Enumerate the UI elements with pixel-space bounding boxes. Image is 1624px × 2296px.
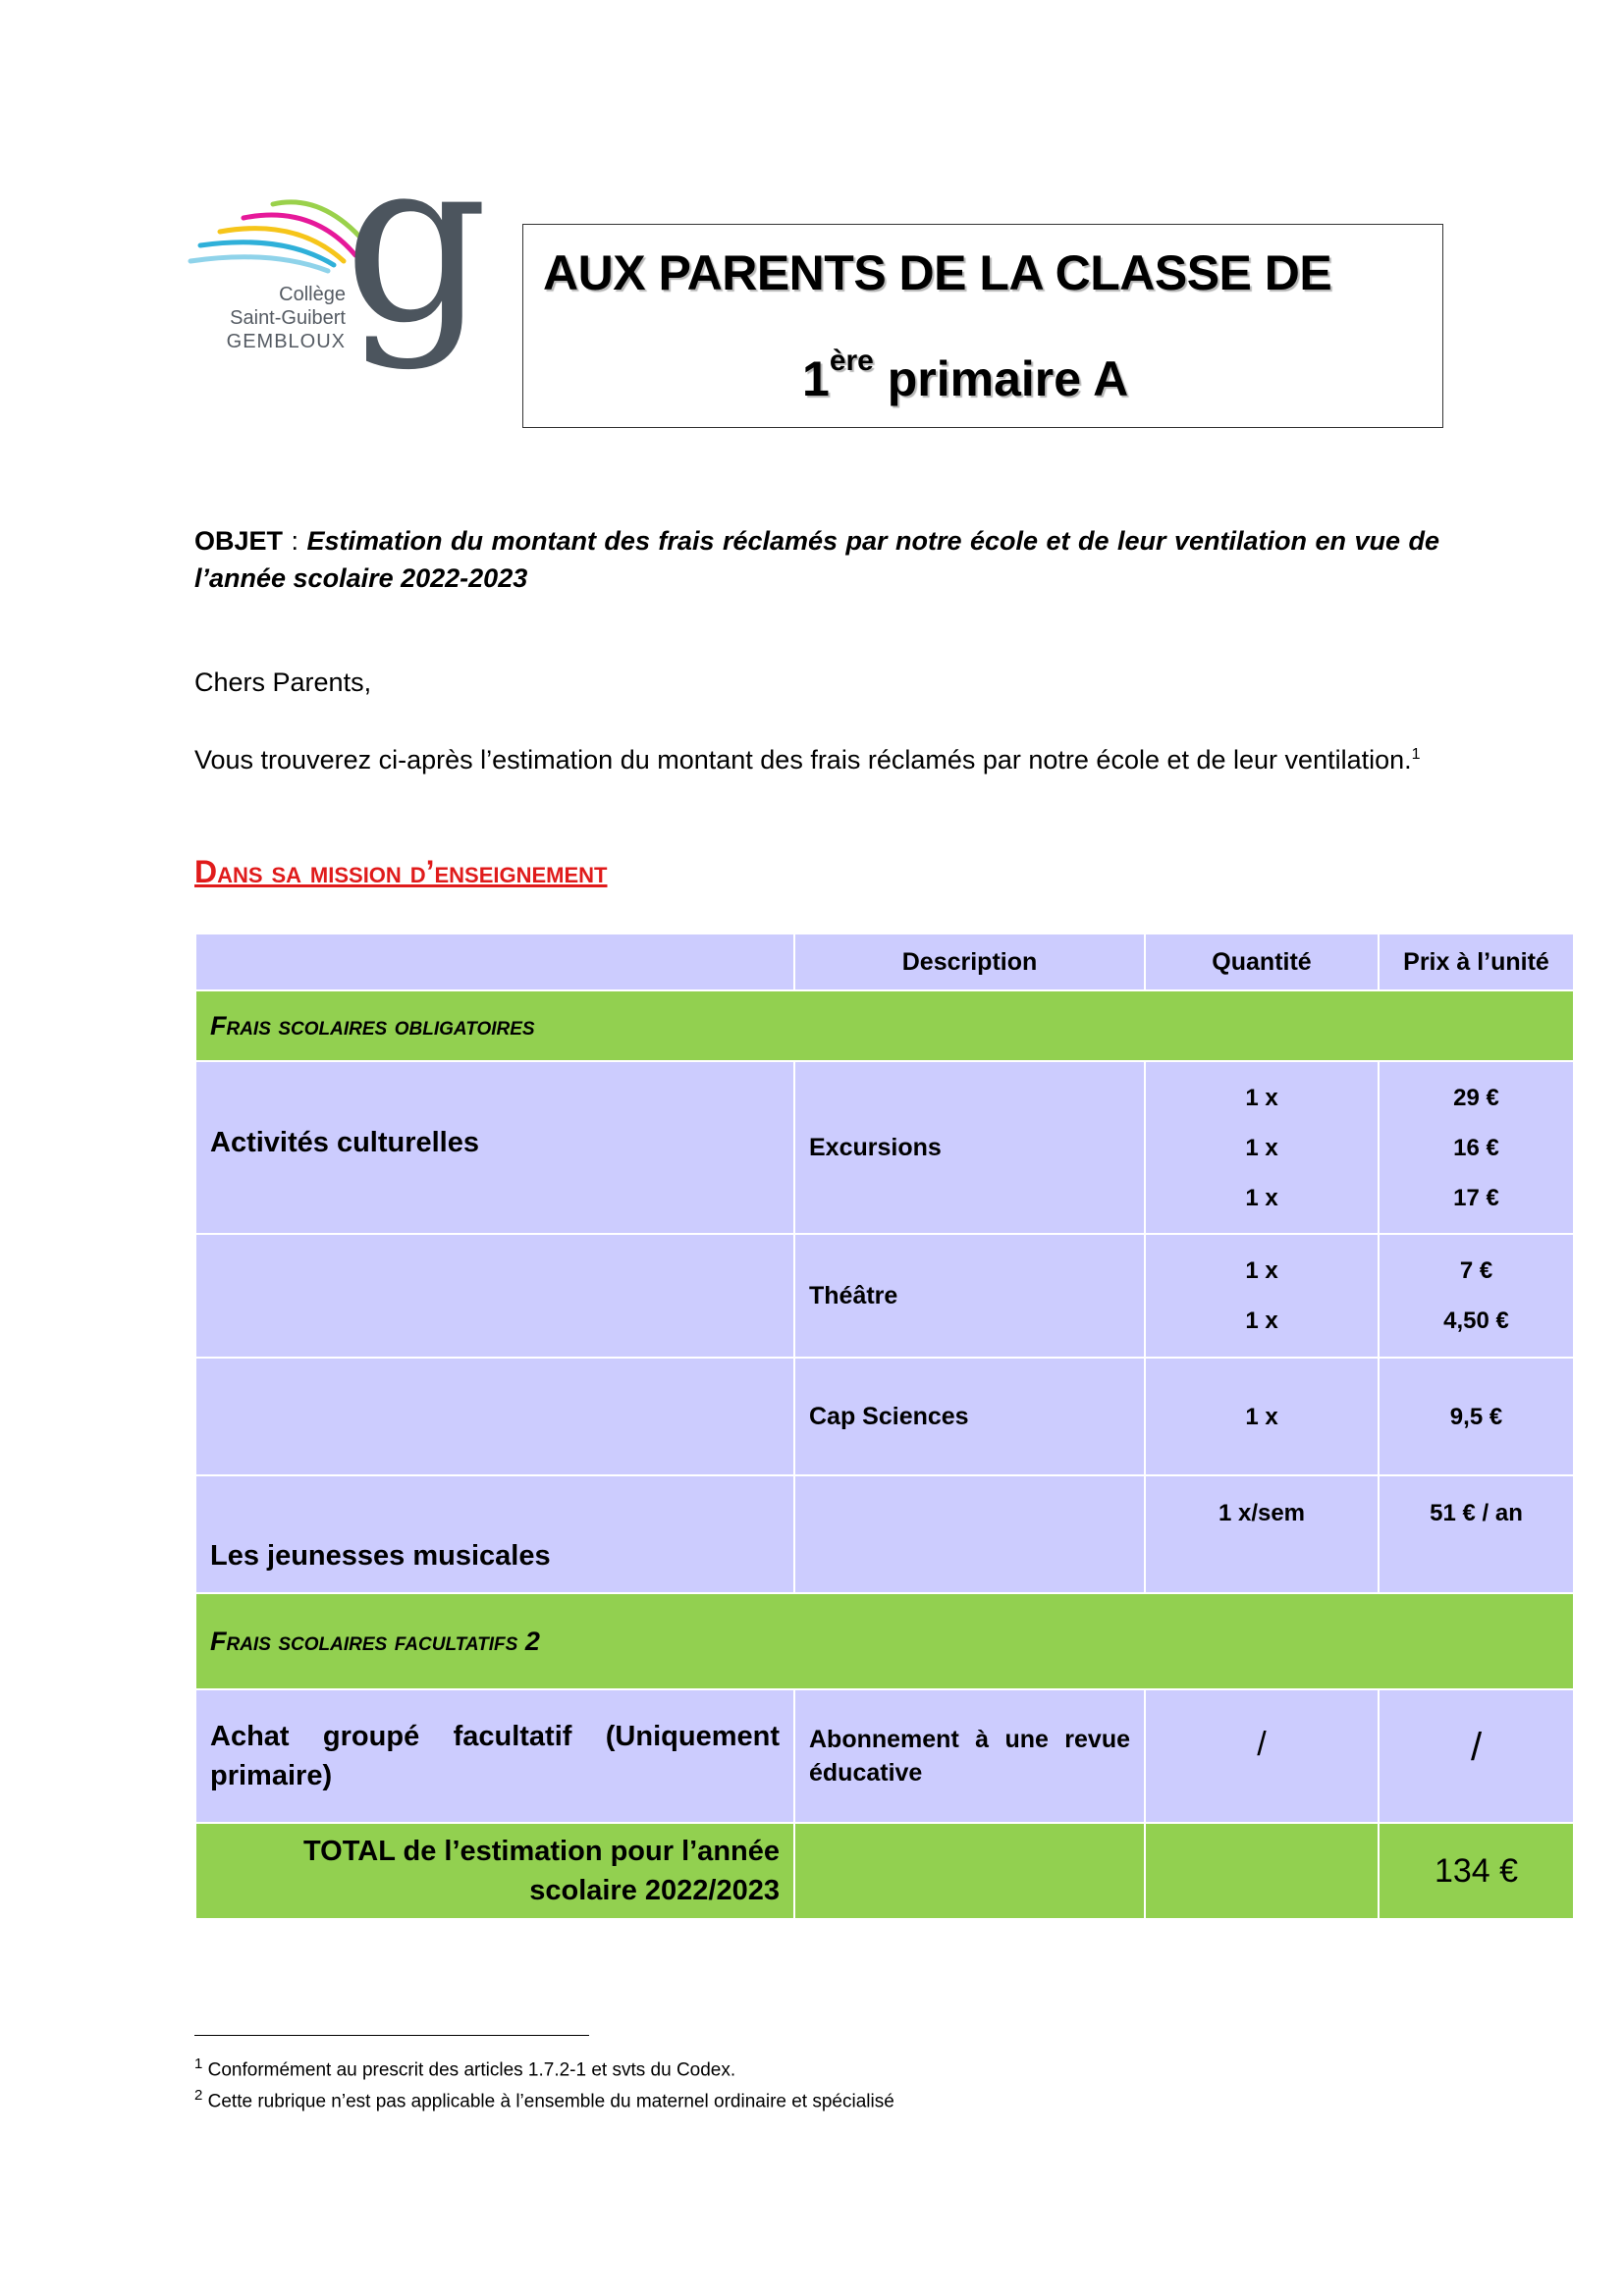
logo-text [227,283,346,353]
intro-text: Vous trouverez ci-après l’estimation du montant des frais réclamés par notre école et de leur ventilation. [194,745,1412,774]
quantity-value: 1 x/sem [1218,1500,1306,1526]
footnote-2-text: Cette rubrique n’est pas applicable à l’ensemble du maternel ordinaire et spécialisé [202,2091,894,2112]
logo-stripe-lightblue [190,257,328,271]
total-empty-cell [794,1823,1145,1919]
title-box [522,224,1443,428]
price-value: 17 € [1453,1184,1499,1211]
footnote-2-number: 2 [194,2087,203,2104]
row-quantities [1145,1358,1379,1475]
optional-row [195,1689,1574,1823]
section-mandatory-label: Frais scolaires obligatoires [195,990,1574,1061]
logo-line-3: GEMBLOUX [226,331,346,352]
quantity-value: 1 x [1245,1084,1278,1111]
price-value: 16 € [1453,1134,1499,1161]
logo-stripe-blue [200,242,334,265]
greeting: Chers Parents, [194,667,372,697]
table-row [195,1234,1574,1358]
row-quantities [1145,1061,1379,1234]
row-label [195,1234,794,1358]
intro-paragraph [194,736,1439,778]
section-row-optional [195,1593,1574,1689]
price-value: 29 € [1453,1084,1499,1111]
quantity-value: 1 x [1245,1134,1278,1161]
row-prices [1379,1358,1574,1475]
total-empty-cell [1145,1823,1379,1919]
header-empty-cell [195,934,794,990]
optional-row-label: Achat groupé facultatif (Uniquement primaire) [195,1689,794,1823]
footnote-divider [194,2035,589,2036]
row-description: Théâtre [794,1234,1145,1358]
class-ordinal: ère [829,345,874,377]
table-row [195,1475,1574,1593]
class-number: 1 [802,351,830,406]
logo-monogram-icon: g [344,111,489,373]
row-label [195,1358,794,1475]
row-quantities [1145,1234,1379,1358]
row-description: Cap Sciences [794,1358,1145,1475]
table-row [195,1358,1574,1475]
total-row [195,1823,1574,1919]
school-logo [187,111,489,393]
header-quantity: Quantité [1145,934,1379,990]
header-unit-price: Prix à l’unité [1379,934,1574,990]
price-value: 9,5 € [1449,1403,1503,1430]
price-value: 51 € / an [1430,1500,1523,1526]
row-description [794,1475,1145,1593]
row-quantities [1145,1475,1379,1593]
optional-row-description: Abonnement à une revue éducative [794,1689,1145,1823]
logo-line-1: Collège [279,284,346,305]
objet-separator: : [283,526,307,556]
title-line-1: AUX PARENTS DE LA CLASSE DE [543,245,1332,300]
optional-row-price: / [1379,1689,1574,1823]
fee-table [194,933,1575,1920]
footnote-1-text: Conformément au prescrit des articles 1.7.2-1 et svts du Codex. [202,2059,736,2081]
footnote-ref-1: 1 [1411,746,1421,763]
footnote-1-number: 1 [194,2056,203,2072]
price-value: 7 € [1459,1257,1493,1284]
price-value: 4,50 € [1443,1308,1509,1334]
row-prices [1379,1234,1574,1358]
objet-subject: Estimation du montant des frais réclamés par notre école et de leur ventilation en vue de l’année scolaire 2022-2023 [194,526,1439,593]
objet-paragraph [194,522,1439,597]
title-line-2 [802,345,1129,407]
row-prices [1379,1475,1574,1593]
table-row [195,1061,1574,1234]
table-header-row [195,934,1574,990]
class-name: primaire A [873,351,1129,406]
header-description: Description [794,934,1145,990]
objet-label: OBJET [194,526,284,556]
row-label: Les jeunesses musicales [195,1475,794,1593]
section-title: Dans sa mission d’enseignement [194,854,608,889]
row-label: Activités culturelles [195,1061,794,1234]
optional-row-quantity: / [1145,1689,1379,1823]
section-row-mandatory [195,990,1574,1061]
quantity-value: 1 x [1245,1308,1278,1334]
quantity-value: 1 x [1245,1257,1278,1284]
section-optional-label: Frais scolaires facultatifs 2 [195,1593,1574,1689]
footnote-2 [194,2087,894,2112]
footnote-1 [194,2056,735,2081]
logo-line-2: Saint-Guibert [230,307,346,329]
row-description: Excursions [794,1061,1145,1234]
total-label: TOTAL de l’estimation pour l’année scolaire 2022/2023 [195,1823,794,1919]
quantity-value: 1 x [1245,1184,1278,1211]
total-value: 134 € [1379,1823,1574,1919]
quantity-value: 1 x [1245,1403,1278,1430]
row-prices [1379,1061,1574,1234]
